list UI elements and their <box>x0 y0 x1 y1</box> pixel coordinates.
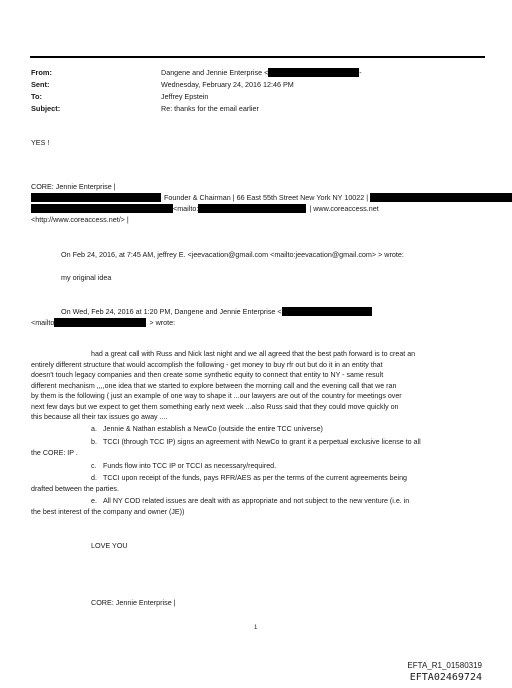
list-item: e. All NY COD related issues are dealt with as appropriate and not subject to the new venture (i.e. in <box>91 497 410 505</box>
redaction-box <box>282 307 372 316</box>
paragraph-line: by them is the following ( just an example of one way to shape it ...our lawyers are out of the country for meetings over <box>31 392 402 400</box>
paragraph-line: different mechanism ,,,,one idea that we started to explore between the morning call and the evening call that we ran <box>31 381 397 390</box>
list-item-continuation: the best interest of the company and owner (JE)) <box>31 508 185 516</box>
redaction-box <box>198 204 306 213</box>
redaction-box <box>31 204 173 213</box>
redaction-box <box>370 193 512 202</box>
paragraph-line: entirely different structure that would accomplish the following - get money to buy rfr out but do it in an entity that <box>31 360 383 369</box>
list-item: d. TCCI upon receipt of the funds, pays RFR/AES as per the terms of the current agreements being <box>91 474 407 482</box>
subject-value: Re: thanks for the email earlier <box>161 104 259 113</box>
sent-value: Wednesday, February 24, 2016 12:46 PM <box>161 80 294 89</box>
signature2: CORE: Jennie Enterprise | <box>91 598 176 607</box>
paragraph-line: had a great call with Russ and Nick last night and we all agreed that the best path forward is to creat an <box>91 350 416 358</box>
quote1-text: my original idea <box>61 273 112 282</box>
list-item: b. TCCI (through TCC IP) signs an agreement with NewCo to grant it a perpetual exclusive license to all <box>91 438 421 446</box>
from-value: Dangene and Jennie Enterprise < - <box>161 68 362 77</box>
bates-id-2: EFTA02469724 <box>409 672 482 683</box>
redaction-box <box>54 318 146 327</box>
to-label: To: <box>31 92 42 101</box>
paragraph-line: next few days but we expect to get them something early next week ...also Russ said that they could move quickly on <box>31 402 399 411</box>
redaction-box <box>268 68 359 77</box>
signature-line2: Founder & Chairman | 66 East 55th Street New York NY 10022 | <box>31 193 512 202</box>
page-number: 1 <box>254 625 258 631</box>
quote2-header: On Wed, Feb 24, 2016 at 1:20 PM, Dangene and Jennie Enterprise < <box>61 307 372 316</box>
paragraph-line: doesn't touch legacy companies and then create some synthetic equity to connect that entity to NY - same result <box>31 371 384 379</box>
from-text: Dangene and Jennie Enterprise < <box>161 68 269 77</box>
subject-label: Subject: <box>31 104 61 113</box>
quote2-mailto: <mailto > wrote: <box>31 318 176 327</box>
header-rule <box>30 56 485 58</box>
signature-line1: CORE: Jennie Enterprise | <box>31 182 116 191</box>
list-item: c. Funds flow into TCC IP or TCCI as necessary/required. <box>91 462 277 470</box>
list-item-continuation: the CORE: IP . <box>31 449 78 457</box>
signature-url: <http://www.coreaccess.net/> | <box>31 215 129 224</box>
redaction-box <box>31 193 161 202</box>
signature-line3: <mailto: | www.coreaccess.net <box>31 204 379 213</box>
quote1-header: On Feb 24, 2016, at 7:45 AM, jeffrey E. <jeevacation@gmail.com <mailto:jeevacation@gmail.com> > wrote: <box>61 250 404 259</box>
paragraph-line: this because all their tax issues go away .... <box>31 413 168 421</box>
list-item-continuation: drafted between the parties. <box>31 485 119 493</box>
sent-label: Sent: <box>31 80 50 89</box>
from-label: From: <box>31 68 52 77</box>
yes-text: YES ! <box>31 138 50 147</box>
to-value: Jeffrey Epstein <box>161 92 209 101</box>
love-text: LOVE YOU <box>91 541 128 550</box>
bates-id-1: EFTA_R1_01580319 <box>407 661 482 670</box>
list-item: a. Jennie & Nathan establish a NewCo (outside the entire TCC universe) <box>91 425 323 433</box>
